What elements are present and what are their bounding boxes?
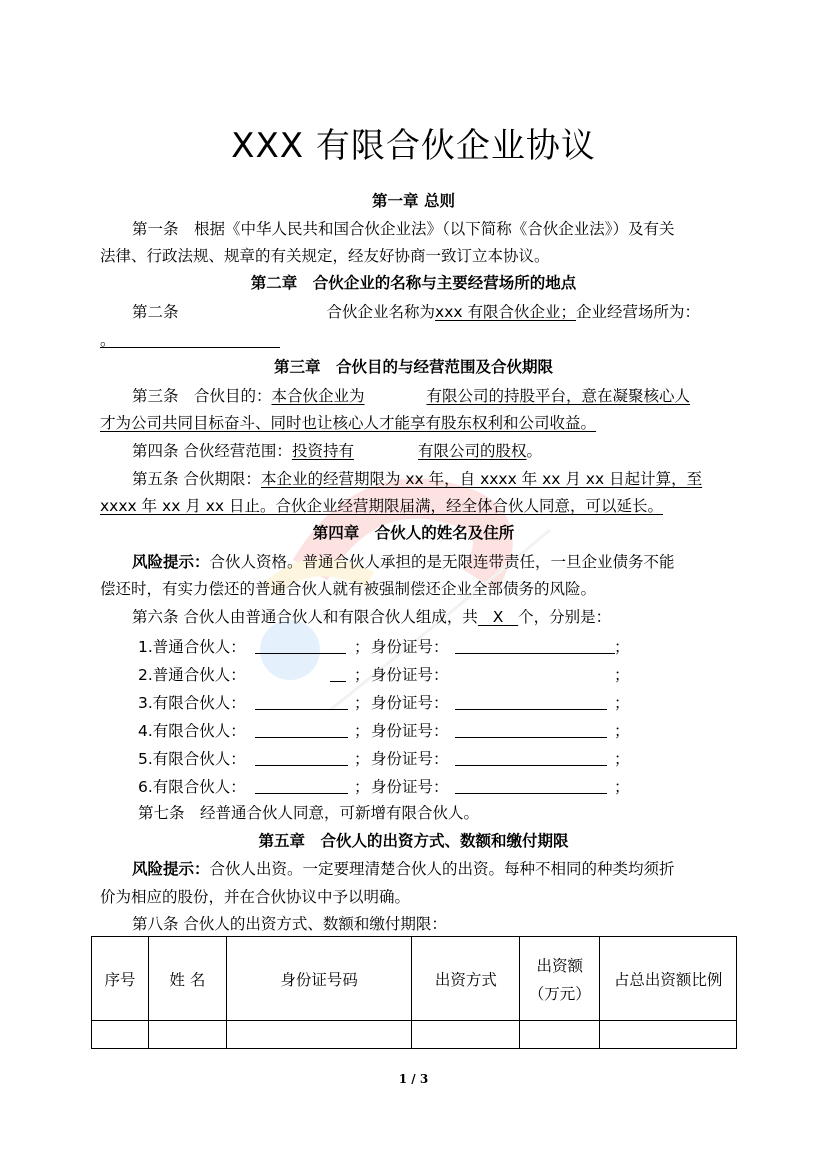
partner-name-field[interactable] [255, 653, 330, 654]
id-number-field[interactable] [455, 737, 607, 738]
risk-notice-label: 风险提示： [132, 552, 210, 571]
business-scope-field[interactable]: 投资持有 有限公司的股权 [291, 442, 527, 460]
partner-name-field[interactable] [255, 737, 348, 738]
id-number-field[interactable] [455, 765, 607, 766]
id-number-field[interactable] [455, 653, 615, 654]
article-1-line-1: 第一条 根据《中华人民共和国合伙企业法》（以下简称《合伙企业法》）及有关 [132, 220, 675, 238]
chapter-1-heading: 第一章 总则 [372, 191, 455, 210]
enterprise-name-field[interactable]: xxx 有限合伙企业； [435, 303, 576, 321]
chapter-4-heading: 第四章 合伙人的姓名及住所 [312, 523, 515, 542]
chapter-5-heading: 第五章 合伙人的出资方式、数额和缴付期限 [258, 831, 569, 850]
business-place-field[interactable]: 。 [100, 327, 280, 348]
header-contribution-method: 出资方式 [412, 937, 520, 1021]
purpose-field[interactable]: 本合伙企业为 有限公司的持股平台，意在凝聚核心人 [271, 387, 691, 405]
cell-contribution-method[interactable] [412, 1021, 520, 1049]
partner-label: 6.有限合伙人： [138, 778, 246, 796]
id-number-label: 身份证号： [371, 750, 449, 768]
header-serial: 序号 [92, 937, 149, 1021]
article-8-line: 第八条 合伙人的出资方式、数额和缴付期限： [132, 915, 447, 933]
page-indicator: 1 / 3 [398, 1072, 429, 1086]
id-number-field[interactable] [455, 793, 607, 794]
id-number-label: 身份证号： [371, 722, 449, 740]
term-field[interactable]: 本企业的经营期限为 xx 年，自 xxxx 年 xx 月 xx 日起计算，至 [260, 470, 703, 488]
article-4-line: 第四条 合伙经营范围：投资持有 有限公司的股权。 [132, 442, 542, 460]
partner-label: 1.普通合伙人： [138, 638, 246, 656]
chapter-3-heading: 第三章 合伙目的与经营范围及合伙期限 [273, 357, 553, 376]
partner-name-field[interactable] [330, 681, 346, 682]
partner-name-field[interactable] [330, 653, 346, 654]
id-number-label: 身份证号： [371, 778, 449, 796]
id-number-field[interactable] [455, 665, 615, 683]
header-amount: 出资额 （万元） [520, 937, 600, 1021]
risk-notice-label: 风险提示： [132, 859, 210, 878]
risk-notice-2-line-1: 风险提示：合伙人出资。一定要理清楚合伙人的出资。每种不相同的种类均须折 [132, 859, 675, 878]
article-2-label: 第二条 [132, 303, 179, 321]
table-row [92, 1021, 737, 1049]
id-number-field[interactable] [455, 709, 607, 710]
cell-name[interactable] [148, 1021, 226, 1049]
article-2-line-1 [132, 299, 730, 325]
article-5-line-2: xxxx 年 xx 月 xx 日止。合伙企业经营期限届满，经全体合伙人同意，可以延长。 [100, 497, 664, 515]
document-page: XXX 有限合伙企业协议 第一章 总则 第一条 根据《中华人民共和国合伙企业法》（以下简称《合伙企业法》）及有关 法律、行政法规、规章的有关规定，经友好协商一致订立本协议。 第二章 合伙企业的名称与主要经营场所的地点 第二条 合伙企业名称为xxx 有限合伙企业；企业经营场所为： 。 第三章 合伙目的与经营范围及合伙期限 第三条 合伙目的：本合伙企业为 有限公司的持股平台，意在凝聚核心人 才为公司共同目标奋斗、同时也让核心人才能享有股东权利和公司收益。 第四条 合伙经营范围：投资持有 有限公司的股权。 第五条 合伙期限：本企业的经营期限为 xx 年，自 xxxx 年 xx 月 xx 日起计算，至 xxxx 年 xx 月 xx 日止。合伙企业经营期限届满，经全体合伙人同意，可以延长。 第四章 合伙人的姓名及住所 风险提示：合伙人资格。普通合伙人承担的是无限连带责任，一旦企业债务不能 偿还时，有实力偿还的普通合伙人就有被强制偿还企业全部债务的风险。 第六条 合伙人由普通合伙人和有限合伙人组成，共 X 个，分别是： 1.普通合伙人： ； 身份证号： ； 2.普通合伙人： ； 身份证号： ； 3.有限合伙人： ； 身份证号： ； 4.有限合伙人： ； 身份证号： ； 5.有限合伙人： ； 身份证号： ； 6.有限合伙人： ； 身份证号： ； 第七条 经普通合伙人同意，可新增有限合伙人。 第五章 合伙人的出资方式、数额和缴付期限 风险提示：合伙人出资。一定要理清楚合伙人的出资。每种不相同的种类均须折 价为相应的股份，并在合伙协议中予以明确。 第八条 合伙人的出资方式、数额和缴付期限： 序号 姓 名 身份证号码 出资方式 出资额 （万元） 占总出资额比例 1 / 3 [0, 0, 827, 1170]
partner-name-field[interactable] [255, 709, 348, 710]
risk-notice-2-line-2: 价为相应的股份，并在合伙协议中予以明确。 [100, 888, 411, 906]
investment-table [91, 936, 737, 1049]
cell-ratio[interactable] [600, 1021, 737, 1049]
id-number-label: 身份证号： [371, 694, 449, 712]
partner-label: 4.有限合伙人： [138, 722, 246, 740]
header-ratio: 占总出资额比例 [600, 937, 737, 1021]
risk-notice-1-line-2: 偿还时，有实力偿还的普通合伙人就有被强制偿还企业全部债务的风险。 [100, 580, 597, 598]
cell-id-number[interactable] [226, 1021, 412, 1049]
article-2-text: 合伙企业名称为 [326, 303, 436, 321]
partner-name-field[interactable] [255, 765, 348, 766]
article-2-line-2 [100, 327, 730, 353]
partner-name-field[interactable] [255, 793, 348, 794]
partner-count-field[interactable]: X [492, 608, 504, 626]
article-1-line-2: 法律、行政法规、规章的有关规定，经友好协商一致订立本协议。 [100, 247, 550, 265]
cell-amount[interactable] [520, 1021, 600, 1049]
chapter-2-heading: 第二章 合伙企业的名称与主要经营场所的地点 [250, 273, 577, 292]
article-2-place-label: 企业经营场所为： [575, 303, 700, 321]
article-5-line-1: 第五条 合伙期限：本企业的经营期限为 xx 年，自 xxxx 年 xx 月 xx 日起计算，至 [132, 470, 703, 488]
article-3-line-2: 才为公司共同目标奋斗、同时也让核心人才能享有股东权利和公司收益。 [100, 414, 597, 432]
document-title: XXX 有限合伙企业协议 [231, 126, 596, 166]
cell-serial[interactable] [92, 1021, 149, 1049]
header-id-number: 身份证号码 [226, 937, 412, 1021]
id-number-label: 身份证号： [371, 638, 449, 656]
id-number-label: 身份证号： [371, 666, 449, 684]
partner-label: 3.有限合伙人： [138, 694, 246, 712]
header-name: 姓 名 [148, 937, 226, 1021]
partner-label: 5.有限合伙人： [138, 750, 246, 768]
article-7-line: 第七条 经普通合伙人同意，可新增有限合伙人。 [138, 804, 480, 822]
risk-notice-1-line-1: 风险提示：合伙人资格。普通合伙人承担的是无限连带责任，一旦企业债务不能 [132, 552, 675, 571]
table-header-row [92, 937, 737, 1021]
article-3-line-1: 第三条 合伙目的：本合伙企业为 有限公司的持股平台，意在凝聚核心人 [132, 387, 691, 405]
partner-label: 2.普通合伙人： [138, 666, 246, 684]
article-6-line: 第六条 合伙人由普通合伙人和有限合伙人组成，共 X 个，分别是： [132, 608, 612, 626]
